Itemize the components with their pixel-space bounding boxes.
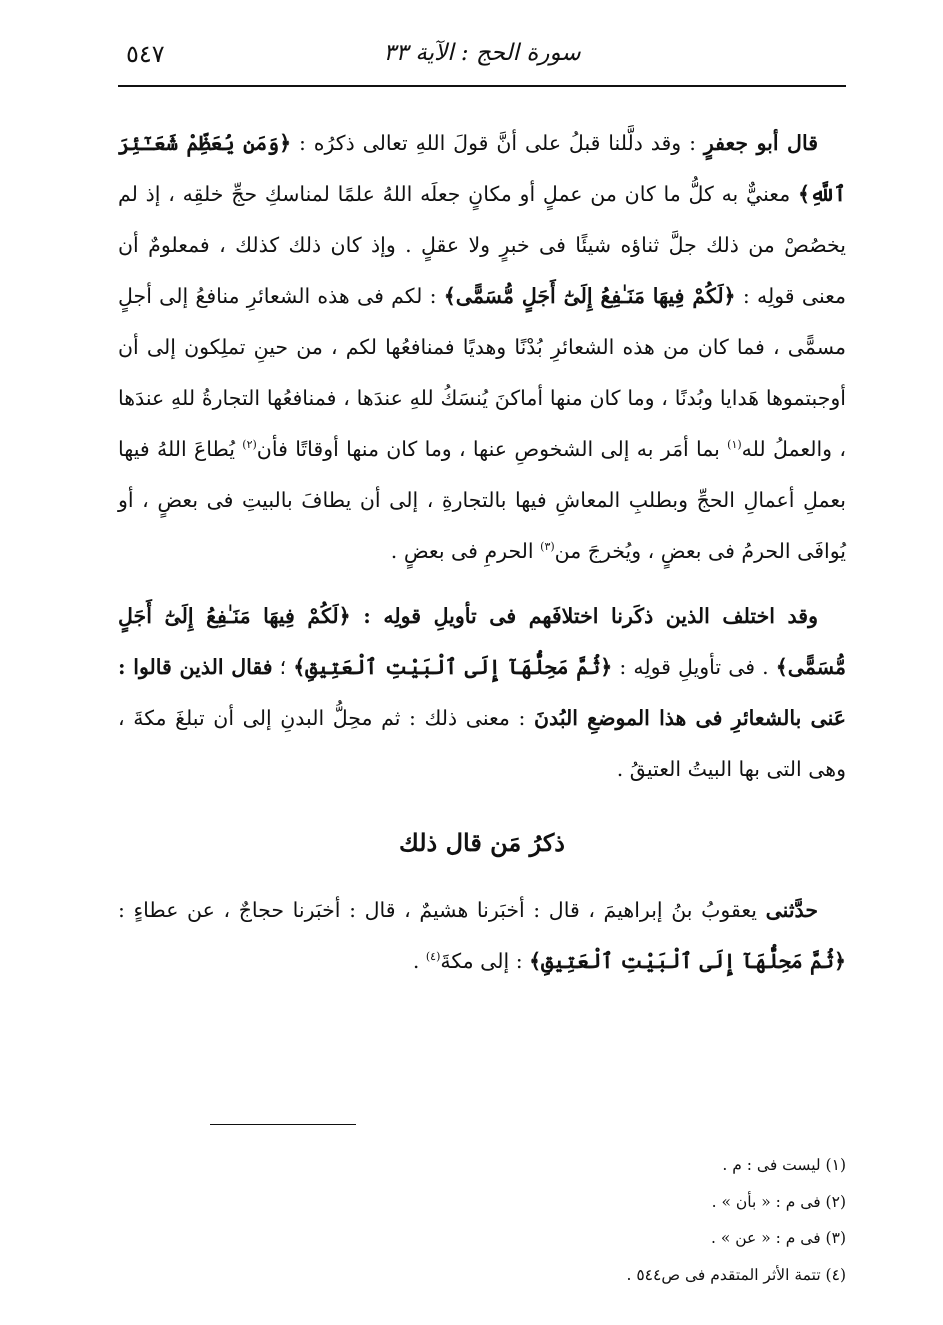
speaker-lead: قال أبو جعفرٍ xyxy=(703,131,818,155)
page-header xyxy=(118,30,846,86)
body-text xyxy=(118,118,846,1001)
page-number: ٥٤٧ xyxy=(126,40,165,68)
quran-quote: ﴿لَكُمْ فِيهَا مَنَـٰفِعُ إِلَىٰٓ أَجَلٍ مُّسَمًّى﴾ xyxy=(443,284,736,308)
section-heading: ذكرُ مَن قال ذلك xyxy=(399,828,565,857)
body-run: : إلى مكةَ xyxy=(440,949,530,973)
quran-quote: ﴿وَمَن يُعَظِّمْ شَعَـٰٓئِرَ ٱللَّهِ﴾ xyxy=(118,131,846,206)
body-run: . xyxy=(412,949,426,973)
quran-quote: ﴿ثُمَّ مَحِلُّهَآ إِلَى ٱلْبَيْتِ ٱلْعَتِيقِ﴾ xyxy=(529,949,846,973)
page xyxy=(118,30,846,1300)
paragraph xyxy=(118,591,846,795)
body-run: بما أمَر به إلى الشخوصِ عنها ، وما كان منها أوقاتًا فأن xyxy=(256,437,728,461)
footnote-marker: (٤) xyxy=(425,950,441,964)
body-run: : معنى ذلك : ثم محِلُّ البدنِ إلى أن تبلغَ مكةَ ، وهى التى بها البيتُ العتيقُ . xyxy=(118,706,846,781)
footnote: (٣) فى م : « عن » . xyxy=(710,1229,846,1247)
footnote: (٤) تتمة الأثر المتقدم فى ص٥٤٤ . xyxy=(626,1265,846,1284)
footnote: (٢) فى م : « بأن » . xyxy=(711,1192,846,1211)
body-run: : لكم فى هذه الشعائرِ منافعُ إلى أجلٍ مسمًّى ، فما كان من هذه الشعائرِ بُدْنًا وهديًا فمنافعُها لكم ، من حينِ تملِكون إلى أن أوجبتموها هَدايا وبُدنًا ، وما كان منها أماكنَ يُنسَكُ للهِ عندَها ، فمنافعُها التجارةُ للهِ عندَها ، والعملُ لله xyxy=(118,284,846,461)
body-run: . فى تأويلِ قولِه : xyxy=(612,655,776,679)
body-run: يعقوبُ بنُ إبراهيمَ ، قال : أخبَرنا هشيمٌ ، قال : أخبَرنا حجاجٌ ، عن عطاءٍ : xyxy=(118,898,766,922)
footnotes xyxy=(118,1147,846,1293)
running-title: سورة الحج : الآية ٣٣ xyxy=(383,40,581,66)
paragraph xyxy=(118,885,846,987)
footnote-marker: (٣) xyxy=(540,540,555,554)
body-run: الحرمِ فى بعضٍ . xyxy=(390,539,541,563)
footnote: (١) ليست فى : م . xyxy=(722,1156,846,1174)
body-run: يُطاعَ اللهُ فيها بعملِ أعمالِ الحجِّ وبطلبِ المعاشِ فيها بالتجارةِ ، إلى أن يطافَ بالبيتِ فى بعضٍ ، أو يُوافَى الحرمُ فى بعضٍ ، ويُخرجَ من xyxy=(118,437,846,563)
footnote-marker: (١) xyxy=(727,438,742,452)
bold-run: فقال الذين قالوا : عَنى بالشعائرِ فى هذا الموضعِ البُدنَ xyxy=(118,655,846,730)
header-rule xyxy=(118,85,846,87)
footnote-rule xyxy=(210,1124,356,1125)
body-run: معنيٌّ به كلُّ ما كان من عملٍ أو مكانٍ جعلَه اللهُ علمًا لمناسكِ حجِّ خلقِه ، إذ لم يخصُصْ من ذلك جلَّ ثناؤه شيئًا فى خبرٍ ولا عقلٍ . وإذ كان ذلك كذلك ، فمعلومٌ أن معنى قولِه : xyxy=(118,182,846,308)
footnote-marker: (٢) xyxy=(242,438,257,452)
body-run: ؛ xyxy=(272,655,294,679)
body-run: : وقد دلَّلنا قبلُ على أنَّ قولَ اللهِ تعالى ذكرُه : xyxy=(291,131,704,155)
quran-quote: ﴿ثُمَّ مَحِلُّهَآ إِلَى ٱلْبَيْتِ ٱلْعَتِيقِ﴾ xyxy=(293,655,613,679)
paragraph xyxy=(118,118,846,577)
narration-lead: حدَّثنى xyxy=(765,898,818,922)
quran-quote: ﴿لَكُمْ فِيهَا مَنَـٰفِعُ إِلَىٰٓ أَجَلٍ مُّسَمًّى﴾ xyxy=(118,604,846,679)
paragraph-lead: وقد اختلف الذين ذكَرنا اختلافَهم فى تأويلِ قولِه : xyxy=(350,604,819,628)
